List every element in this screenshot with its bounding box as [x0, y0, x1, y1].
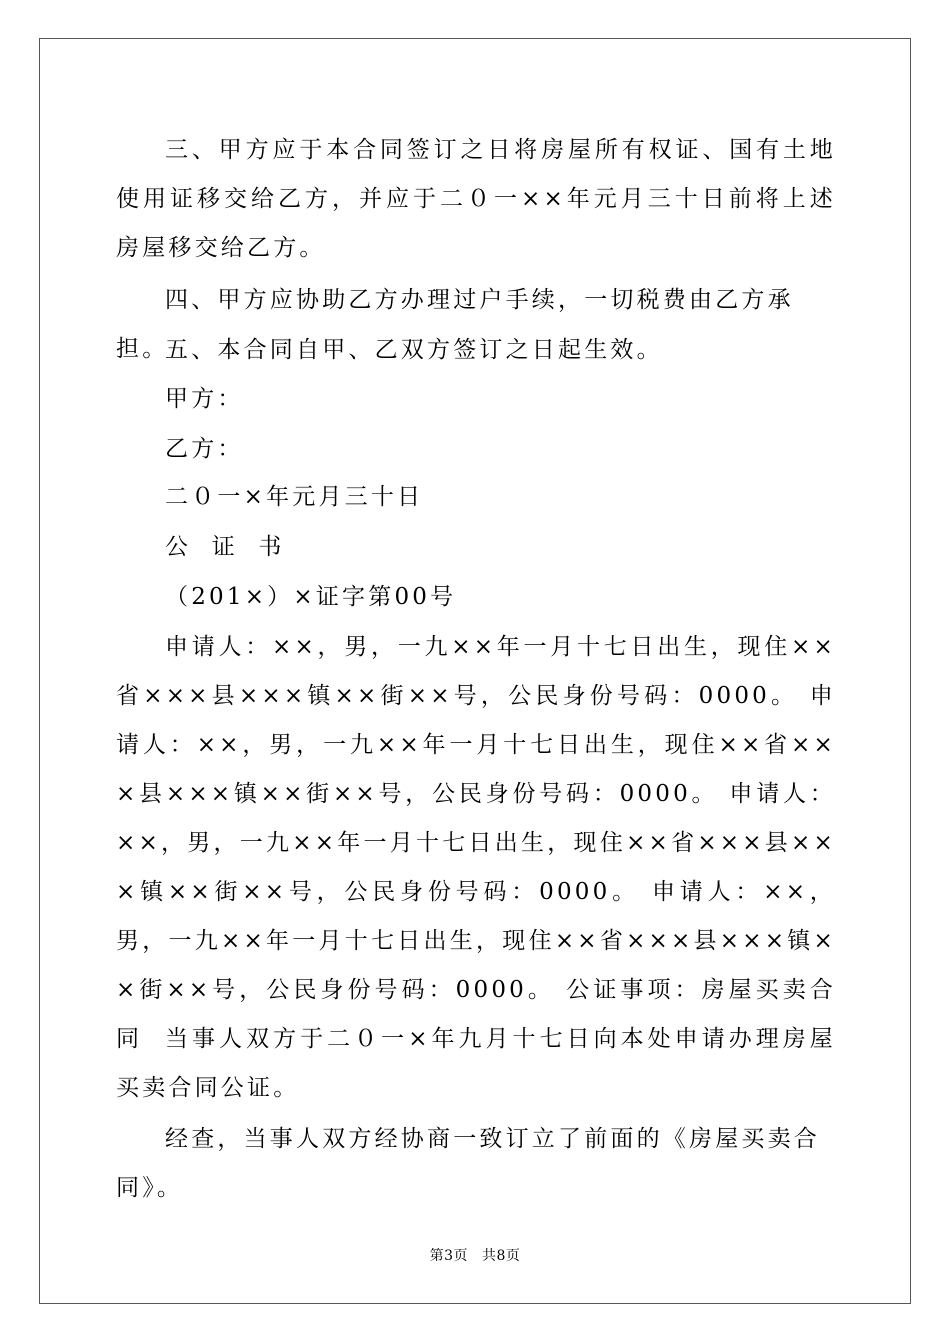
notarization-title: 公 证 书: [165, 534, 285, 560]
clause-three: 三、甲方应于本合同签订之日将房屋所有权证、国有土地使用证移交给乙方，并应于二０一××年元月三十日前将上述房屋移交给乙方。: [116, 137, 836, 261]
party-a-signature-line: 甲方：: [165, 386, 244, 412]
clause-four: 四、甲方应协助乙方办理过户手续，一切税费由乙方承担。: [116, 287, 794, 362]
contract-date: 二０一×年元月三十日: [165, 484, 424, 510]
application-paragraph: 当事人双方于二０一×年九月十七日向本处申请办理房屋买卖合同公证。: [116, 1026, 836, 1101]
page-footer: [0, 1245, 950, 1265]
applicants-paragraph: 申请人：××，男，一九××年一月十七日出生，现住××省×××县×××镇××街××号，公民身份号码：0000。 申请人：××，男，一九××年一月十七日出生，现住××省×××县×××镇××街××号，公民身份号码：0000。 申请人：××，男，一九××年一月十七日出生，现住××省×××县×××镇××街××号，公民身份号码：0000。 申请人：××，男，一九××年一月十七日出生，现住××省×××县×××镇××街××号，公民身份号码：0000。 公证事项：房屋买卖合同: [116, 634, 836, 1052]
clause-five: 五、本合同自甲、乙双方签订之日起生效。: [165, 337, 663, 363]
page-number: 第3页: [429, 1248, 468, 1264]
verification-paragraph: 经查，当事人双方经协商一致订立了前面的《房屋买卖合同》。: [116, 1126, 820, 1201]
page-total: 共8页: [482, 1248, 521, 1264]
party-b-signature-line: 乙方：: [165, 436, 244, 462]
certificate-number: （201×）×证字第00号: [165, 584, 457, 610]
